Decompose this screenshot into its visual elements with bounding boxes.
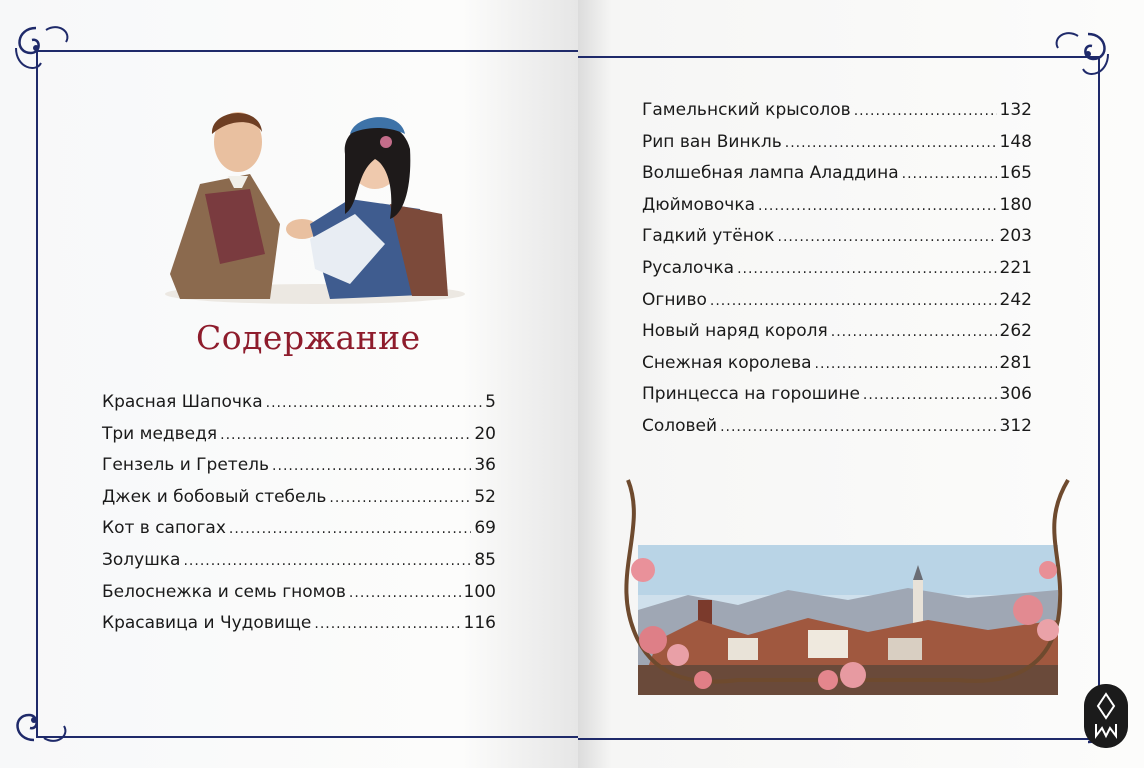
toc-page-number: 100 [463,581,496,602]
toc-item[interactable] [102,424,496,456]
toc-title: Дюймовочка [642,194,756,215]
toc-page-number: 132 [999,100,1032,120]
toc-page-number: 262 [999,321,1032,342]
toc-item[interactable] [102,582,496,614]
toc-page-number: 165 [999,163,1032,184]
toc-item[interactable] [642,258,1032,290]
toc-page-number: 306 [999,384,1032,405]
toc-item[interactable] [102,455,496,487]
toc-page-number: 203 [999,226,1032,247]
toc-page-number: 52 [474,486,496,507]
page-title: Содержание [196,318,421,357]
toc-leader [758,198,997,214]
corner-flourish-icon [4,680,74,750]
toc-title: Белоснежка и семь гномов [102,581,346,602]
toc-page-number: 20 [474,423,496,444]
toc-title: Три медведя [102,423,218,444]
toc-title: Рип ван Винкль [642,131,782,152]
toc-title: Снежная королева [642,352,812,373]
toc-item[interactable] [102,518,496,550]
town-roses-illustration [608,470,1088,715]
toc-leader [854,103,997,119]
toc-item[interactable] [642,290,1032,322]
toc-title: Красная Шапочка [102,392,263,412]
toc-page-number: 36 [474,455,496,476]
corner-flourish-icon [6,18,76,88]
toc-item[interactable] [642,321,1032,353]
toc-leader [831,324,997,340]
toc-title: Огниво [642,289,707,310]
toc-item[interactable] [642,384,1032,416]
toc-leader [902,166,997,182]
toc-page-number: 180 [999,194,1032,215]
toc-leader [272,458,471,474]
toc-leader [220,427,471,443]
toc-title: Кот в сапогах [102,518,226,539]
toc-item[interactable] [642,416,1032,448]
toc-page-number: 5 [485,392,496,412]
toc-page-number: 281 [999,352,1032,373]
watermark-logo-icon [1084,684,1128,748]
toc-leader [737,261,996,277]
toc-title: Красавица и Чудовище [102,613,312,634]
toc-item[interactable] [642,100,1032,132]
toc-leader [863,387,997,403]
toc-leader [815,356,997,372]
toc-page-number: 312 [999,415,1032,436]
toc-title: Джек и бобовый стебель [102,486,327,507]
toc-title: Соловей [642,415,718,436]
toc-title: Новый наряд короля [642,321,828,342]
toc-title: Гамельнский крысолов [642,100,851,120]
couple-illustration [150,104,480,304]
toc-page-number: 85 [474,549,496,570]
toc-title: Гадкий утёнок [642,226,775,247]
toc-title: Принцесса на горошине [642,384,860,405]
toc-list-left [102,392,496,645]
toc-page-number: 69 [474,518,496,539]
toc-leader [785,135,997,151]
toc-item[interactable] [642,132,1032,164]
toc-page-number: 242 [999,289,1032,310]
toc-item[interactable] [642,353,1032,385]
toc-title: Русалочка [642,257,735,278]
toc-title: Гензель и Гретель [102,455,270,476]
toc-leader [183,553,471,569]
toc-leader [720,419,996,435]
toc-page-number: 221 [999,257,1032,278]
toc-leader [229,521,471,537]
corner-flourish-icon [1048,24,1118,94]
toc-item[interactable] [642,163,1032,195]
toc-item[interactable] [642,226,1032,258]
toc-leader [710,293,997,309]
toc-leader [266,395,483,411]
toc-leader [778,229,997,245]
toc-leader [349,585,461,601]
toc-item[interactable] [102,550,496,582]
right-page [578,0,1144,768]
toc-title: Волшебная лампа Аладдина [642,163,899,184]
toc-title: Золушка [102,549,181,570]
toc-leader [329,490,471,506]
toc-item[interactable] [102,392,496,424]
toc-leader [314,616,460,632]
toc-list-right [642,100,1032,448]
toc-item[interactable] [102,487,496,519]
toc-item[interactable] [102,613,496,645]
toc-page-number: 148 [999,131,1032,152]
toc-page-number: 116 [463,613,496,634]
toc-item[interactable] [642,195,1032,227]
